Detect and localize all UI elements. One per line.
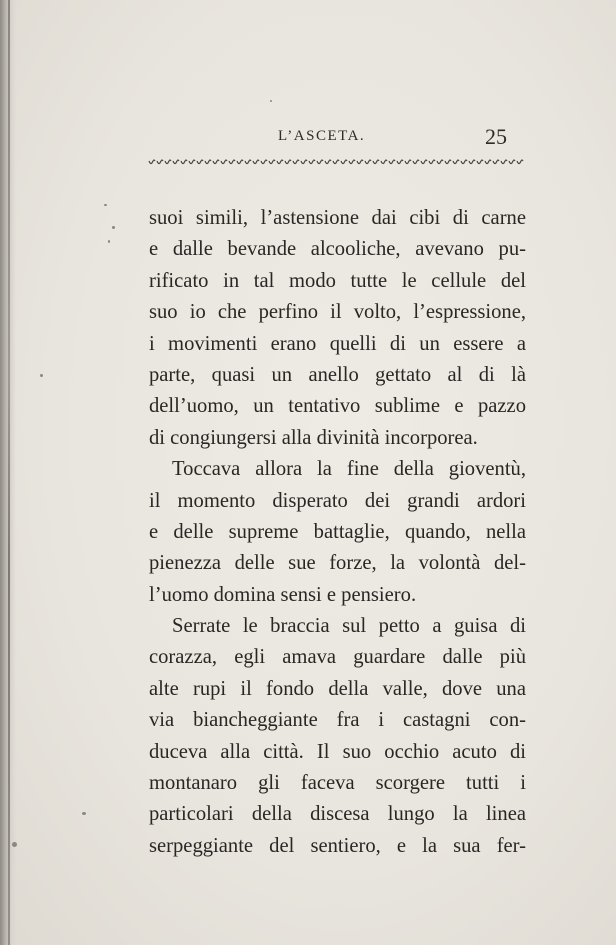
ornament-wave-segment (381, 160, 387, 164)
decorative-rule-ornament (147, 157, 525, 169)
text-line: e delle supreme battaglie, quando, nella (149, 520, 526, 543)
ornament-wave-segment (357, 160, 363, 164)
paper-speck (112, 226, 115, 229)
text-line: parte, quasi un anello gettato al di là (149, 363, 526, 386)
ornament-wave-segment (261, 160, 267, 164)
paper-speck (270, 100, 272, 102)
ornament-wave-segment (437, 160, 443, 164)
ornament-wave-segment (429, 160, 435, 164)
ornament-wave-segment (333, 160, 339, 164)
text-line: e dalle bevande alcooliche, avevano pu- (149, 238, 526, 261)
text-line: rificato in tal modo tutte le cellule del (149, 269, 526, 292)
text-line: dell’uomo, un tentativo sublime e pazzo (149, 395, 526, 418)
paper-speck (12, 842, 17, 847)
ornament-wave-segment (213, 160, 219, 164)
paper-speck (40, 374, 43, 377)
paper-speck (82, 812, 86, 815)
text-line: serpeggiante del sentiero, e la sua fer- (149, 834, 526, 857)
ornament-wave-segment (317, 160, 323, 164)
text-line-indented: Toccava allora la fine della gioventù, (172, 458, 526, 481)
ornament-wave-segment (405, 160, 411, 164)
ornament-wave-segment (277, 160, 283, 164)
ornament-wave-segment (197, 160, 203, 164)
ornament-wave-segment (325, 160, 331, 164)
ornament-wave-segment (301, 160, 307, 164)
ornament-wave-segment (253, 160, 259, 164)
page-number: 25 (485, 124, 507, 149)
running-header-title: L’ASCETA. (278, 128, 366, 144)
text-line: suo io che perfino il volto, l’espressione, (149, 301, 526, 324)
ornament-wave-segment (285, 160, 291, 164)
text-line: pienezza delle sue forze, la volontà del- (149, 552, 526, 575)
ornament-wave-segment (493, 160, 499, 164)
ornament-wave-segment (229, 160, 235, 164)
ornament-wave-segment (221, 160, 227, 164)
text-line: i movimenti erano quelli di un essere a (149, 332, 526, 355)
ornament-wave-segment (389, 160, 395, 164)
ornament-wave-segment (445, 160, 451, 164)
ornament-wave-segment (453, 160, 459, 164)
ornament-wave-segment (421, 160, 427, 164)
ornament-wave-segment (157, 160, 163, 164)
ornament-wave-segment (517, 160, 523, 164)
body-text (149, 203, 526, 862)
paper-speck (108, 240, 110, 243)
ornament-wave-segment (237, 160, 243, 164)
ornament-wave-segment (149, 160, 155, 164)
text-line: duceva alla città. Il suo occhio acuto di (149, 740, 526, 763)
ornament-wave-segment (189, 160, 195, 164)
ornament-wave-segment (293, 160, 299, 164)
ornament-wave-segment (181, 160, 187, 164)
ornament-wave-segment (365, 160, 371, 164)
ornament-wave-segment (373, 160, 379, 164)
ornament-wave-segment (485, 160, 491, 164)
text-line: suoi simili, l’astensione dai cibi di carne (149, 207, 526, 229)
ornament-wave-segment (477, 160, 483, 164)
text-line: particolari della discesa lungo la linea (149, 803, 526, 826)
ornament-wave-segment (341, 160, 347, 164)
ornament-wave-segment (245, 160, 251, 164)
page-binding-line (8, 0, 10, 945)
text-line-indented: Serrate le braccia sul petto a guisa di (172, 615, 526, 638)
ornament-wave-segment (165, 160, 171, 164)
paper-speck (104, 204, 107, 206)
ornament-wave-segment (501, 160, 507, 164)
text-line: l’uomo domina sensi e pensiero. (149, 583, 417, 606)
text-line: corazza, egli amava guardare dalle più (149, 646, 526, 669)
text-line: il momento disperato dei grandi ardori (149, 489, 526, 512)
ornament-wave-segment (461, 160, 467, 164)
ornament-wave-segment (349, 160, 355, 164)
text-line: via biancheggiante fra i castagni con- (149, 709, 526, 732)
ornament-wave-segment (413, 160, 419, 164)
ornament-wave-segment (205, 160, 211, 164)
ornament-wave-segment (173, 160, 179, 164)
text-line: di congiungersi alla divinità incorporea. (149, 426, 478, 449)
ornament-wave-segment (397, 160, 403, 164)
ornament-wave-segment (269, 160, 275, 164)
text-line: montanaro gli faceva scorgere tutti i (149, 772, 526, 795)
ornament-wave-segment (509, 160, 515, 164)
ornament-wave-segment (469, 160, 475, 164)
text-line: alte rupi il fondo della valle, dove una (149, 677, 526, 700)
ornament-wave-segment (309, 160, 315, 164)
